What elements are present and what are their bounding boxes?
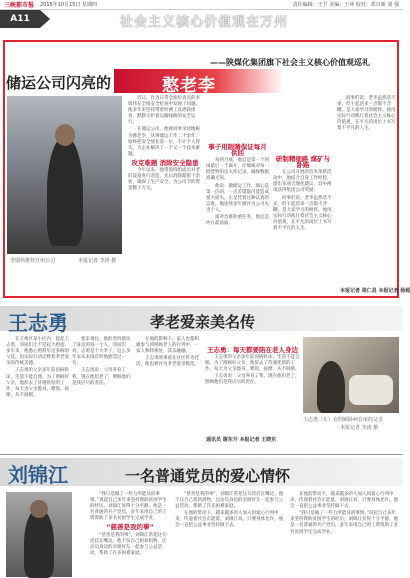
page-number: A11 (0, 10, 40, 28)
story-column-3: 在他的带动下，越来越多的人加入到爱心行列中来，传递着社会正能量。刘锦江说，只要身体允许，他会一直把公益事业坚持做下去。 “我只是做了一些力所能及的事情。”说起自己多年来坚持资助贫困学生的经历，刘锦江显得十分平静。他是一名普通的共产党员，多年来用自己的工资资助了多名贫困学生完成学业。 (290, 492, 398, 535)
story-headline: 储运公司闪亮的 (6, 74, 112, 92)
newspaper-logo: 三峡都市报 (4, 2, 35, 9)
person-name: 憨老李 (162, 76, 216, 96)
subhead-2: 事子用眼睛保证每月供回 (208, 143, 267, 158)
photo-caption: 王志勇（左）在照顾卧病在床的父亲 (303, 417, 384, 423)
story-column-2: 事子用眼睛保证每月供回 每到月底，他总是第一个到岗最后一个离开，仔细核对每一批货物的出入库记录，确保数据准确无误。 他说：做储运工作，细心是第一位的，一点差错都可能造成很大损失。正是凭着这种认真的态度，他连续多年被评为公司先进个人。 面对急难险重任务，他总是冲在最前面。 (206, 143, 269, 227)
story-column-1: 近日，作为日常全面检查员的李瑞伟在全线安全检查中发现了问题。他多年来坚持带着检测工具逐段排查，默默守护着运输线路的安全运行。 在储运公司，他被同事亲切地称为憨老李，从事储运工作二十余年，始终把安全放在第一位，不计个人得失，为企业解决了一个又一个技术难题。 攻克难题 消除安全隐患 今年以来，他带领班组成员对老旧设备进行改造，先后消除隐患十余处，确保了生产安全，为公司节约资金数十万元。 (128, 96, 200, 192)
person-name: 王志勇 (8, 311, 68, 335)
story-subhead: 王志勇：每天都要陪在老人身边 (207, 346, 298, 354)
section-title: 社会主义核心价值观在万州 (120, 15, 289, 30)
photo-credit: 本报记者 李涛 摄 (78, 258, 117, 264)
story-subhead: “慈善是我的事” (106, 523, 154, 532)
subhead-3: 研制精细路 煤矿与卧路 (275, 155, 331, 170)
story-byline: 通讯员 谢东升 本报记者 王晓东 (206, 437, 277, 443)
photo-caption: 李瑞伟推荐万州公司 (10, 258, 56, 264)
person-name: 刘锦江 (8, 463, 68, 487)
story-column-3: 研制精细路 煤矿与卧路 在公司开展的技术革新活动中，他结合自身工作经验，提出多项合理化建议，其中两项获得集团公司奖励。 同事们说，老李虽然话不多，但干起活来一点都不含糊，是大家学习的榜样。他用实际行动践行着社会主义核心价值观，在平凡的岗位上书写着不平凡的人生。 (273, 155, 332, 232)
story-column-1: “我只是做了一些力所能及的事情。”说起自己多年来坚持资助贫困学生的经历，刘锦江显得十分平静。他是一名普通的共产党员，多年来用自己的工资资助了多名贫困学生完成学业。 “慈善是我的事” “慈善是我的事”，刘锦江常把这句话挂在嘴边。他不仅自己捐款捐物，还动员身边的亲朋好友一起参与公益活动，帮助了许多困难家庭。 (90, 492, 170, 577)
story-headline: 孝老爱亲美名传 (150, 313, 256, 331)
story-column-2: “慈善是我的事”，刘锦江常把这句话挂在嘴边。他不仅自己捐款捐物，还动员身边的亲朋好友一起参与公益活动，帮助了许多困难家庭。 在他的带动下，越来越多的人加入到爱心行列中来，传递着社会正能量。刘锦江说，只要身体允许，他会一直把公益事业坚持做下去。 (175, 492, 284, 529)
page-header (0, 0, 403, 10)
story-photo (303, 337, 399, 413)
story-column-2: 寒来暑往，他的坚持感动了身边的每一个人。邻居们说，志勇是个大孝子，这么多年来从来没有听他抱怨过一句。 王志勇说：父母养育了我，现在他们老了，照顾他们是我应尽的责任。 (72, 337, 131, 386)
story-column-1: 在万州区某小区内，提起王志勇，邻居们无不竖起大拇指。多年来，他悉心照料年迈多病的父母，用实际行动诠释着孝老爱亲的传统美德。 王志勇的父亲多年前因病卧床，生活不能自理。为了照顾好父亲，他辞去了待遇优厚的工作，每天为父亲擦身、喂饭、按摩，从不间断。 (6, 337, 69, 398)
section-divider (0, 454, 403, 455)
story-photo (6, 492, 72, 577)
story-headline: 一名普通党员的爱心情怀 (125, 467, 291, 485)
story-column-4: 同事们说，老李虽然话不多，但干起活来一点都不含糊，是大家学习的榜样。他用实际行动践行着社会主义核心价值观，在平凡的岗位上书写着不平凡的人生。 (337, 96, 396, 132)
story-column-3: 在他的影响下，家人也都积极参与到照顾老人的行列中，一家人和睦相处，其乐融融。 王志勇的事迹在社区传为佳话，他也被评为孝老爱亲模范。 (136, 337, 199, 368)
story-column-4: 王志勇的父亲多年前因病卧床，生活不能自理。为了照顾好父亲，他辞去了待遇优厚的工作，每天为父亲擦身、喂饭、按摩，从不间断。 王志勇说：父母养育了我，现在他们老了，照顾他们是我应尽的责任。 (205, 355, 300, 386)
portrait-photo (7, 96, 122, 254)
subhead-1: 攻克难题 消除安全隐患 (131, 158, 199, 167)
name-badge (114, 69, 284, 96)
photo-credit: 本报记者 李涛 摄 (340, 425, 379, 431)
editor-credits: 责任编辑：王卫 美编：王萍 校对：邓日新 刘 强 (292, 2, 399, 8)
story-byline: 本报记者 周仁昌 本报记者 杨超 (340, 288, 410, 294)
story-subtitle: ——陕煤化集团旗下社会主义核心价值观巡礼 (210, 58, 370, 67)
issue-date: 2015年10月15日 星期四 (40, 2, 98, 8)
